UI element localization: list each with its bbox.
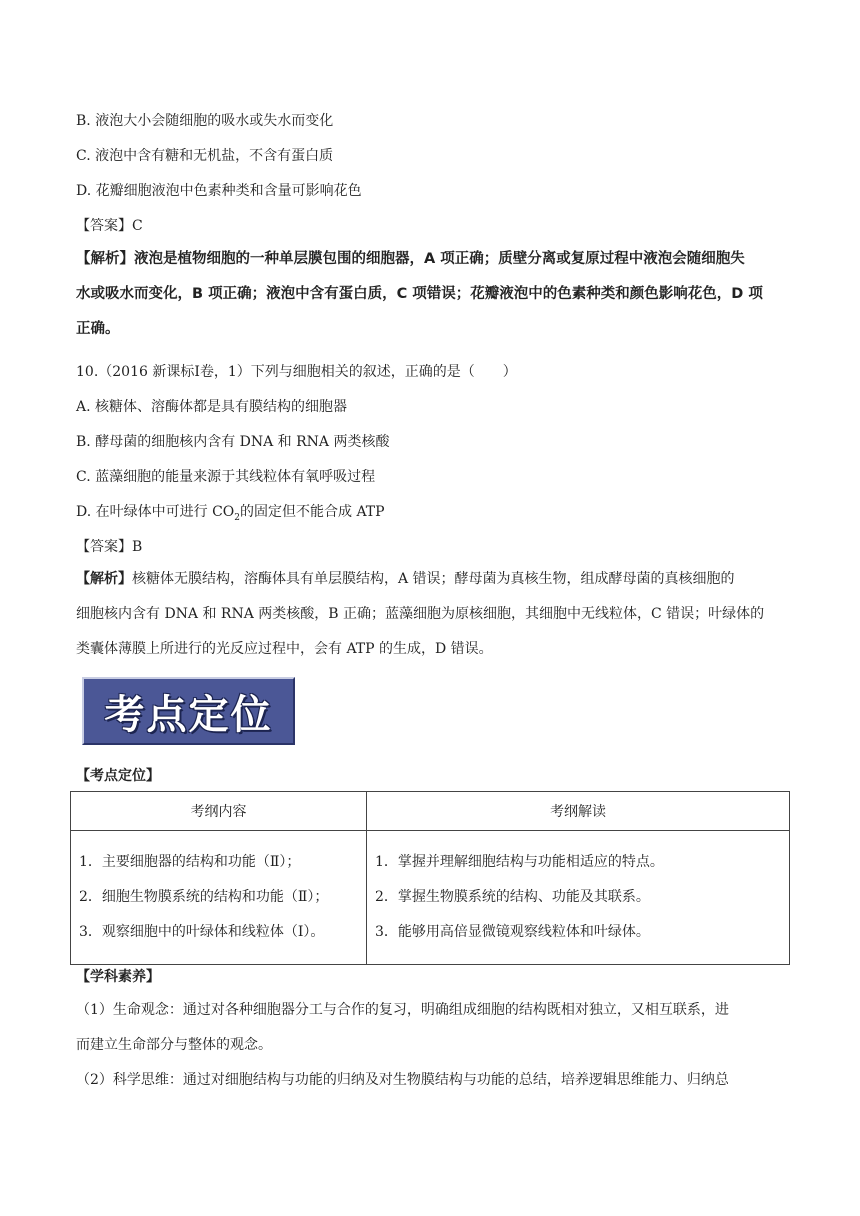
q10-analysis-line: 细胞核内含有 DNA 和 RNA 两类核酸，B 正确；蓝藻细胞为原核细胞，其细胞中无线粒体，C 错误；叶绿体的 <box>76 606 765 622</box>
outline-table <box>70 791 790 965</box>
suyang-paragraph <box>76 993 792 1098</box>
q9-option-b: B. 液泡大小会随细胞的吸水或失水而变化 <box>76 113 334 129</box>
column-header: 考纲内容 <box>71 792 367 831</box>
list-item: 1．掌握并理解细胞结构与功能相适应的特点。 <box>375 854 664 870</box>
q9-analysis-line: 【解析】液泡是植物细胞的一种单层膜包围的细胞器，A 项正确；质壁分离或复原过程中液泡会随细胞失 <box>76 251 745 267</box>
q10-option-b: B. 酵母菌的细胞核内含有 DNA 和 RNA 两类核酸 <box>76 434 390 450</box>
q10-answer: 【答案】B <box>76 539 143 555</box>
q10-option-d-text: D. 在叶绿体中可进行 CO <box>76 504 235 520</box>
q10-option-d-text: 的固定但不能合成 ATP <box>240 504 385 520</box>
outline-interpretation-cell <box>367 831 790 965</box>
q9-option-c: C. 液泡中含有糖和无机盐，不含有蛋白质 <box>76 148 334 164</box>
subscript-2: 2 <box>234 512 240 523</box>
suyang-heading: 【学科素养】 <box>76 969 160 985</box>
banner-text: 考点定位 <box>104 691 273 738</box>
q10-analysis-line <box>76 562 792 597</box>
q10-option-c: C. 蓝藻细胞的能量来源于其线粒体有氧呼吸过程 <box>76 469 376 485</box>
list-item: 3．能够用高倍显微镜观察线粒体和叶绿体。 <box>375 924 650 940</box>
q9-analysis <box>76 242 792 347</box>
q9-option-d: D. 花瓣细胞液泡中色素种类和含量可影响花色 <box>76 183 362 199</box>
q10-analysis <box>76 562 792 667</box>
list-item: 2．细胞生物膜系统的结构和功能（Ⅱ）； <box>79 889 329 905</box>
suyang-line: （1）生命观念：通过对各种细胞器分工与合作的复习，明确组成细胞的结构既相对独立，又相互联系，进 <box>76 1002 729 1018</box>
q10-option-d <box>76 501 385 523</box>
outline-content-cell <box>71 831 367 965</box>
suyang-line: （2）科学思维：通过对细胞结构与功能的归纳及对生物膜结构与功能的总结，培养逻辑思维能力、归纳总 <box>76 1072 729 1088</box>
analysis-label: 【解析】 <box>76 571 132 587</box>
table-header-row <box>71 792 790 831</box>
suyang-line: 而建立生命部分与整体的观念。 <box>76 1037 272 1053</box>
kaodian-banner <box>82 677 295 745</box>
list-item: 1．主要细胞器的结构和功能（Ⅱ）； <box>79 854 301 870</box>
table-row <box>71 831 790 965</box>
list-item: 2．掌握生物膜系统的结构、功能及其联系。 <box>375 889 650 905</box>
column-header: 考纲解读 <box>367 792 790 831</box>
q9-analysis-line: 水或吸水而变化，B 项正确；液泡中含有蛋白质，C 项错误；花瓣液泡中的色素种类和颜色影响花色，D 项 <box>76 286 763 302</box>
kaodian-heading: 【考点定位】 <box>76 768 160 784</box>
q10-option-a: A. 核糖体、溶酶体都是具有膜结构的细胞器 <box>76 399 348 415</box>
q9-analysis-line: 正确。 <box>76 321 120 337</box>
list-item: 3．观察细胞中的叶绿体和线粒体（Ⅰ）。 <box>79 924 325 940</box>
q10-stem: 10.（2016 新课标Ⅰ卷，1）下列与细胞相关的叙述，正确的是（ ） <box>76 364 517 380</box>
q10-analysis-line: 类囊体薄膜上所进行的光反应过程中，会有 ATP 的生成，D 错误。 <box>76 641 493 657</box>
q10-analysis-text: 核糖体无膜结构，溶酶体具有单层膜结构，A 错误；酵母菌为真核生物，组成酵母菌的真核细胞的 <box>132 571 735 587</box>
q9-answer: 【答案】C <box>76 218 143 234</box>
